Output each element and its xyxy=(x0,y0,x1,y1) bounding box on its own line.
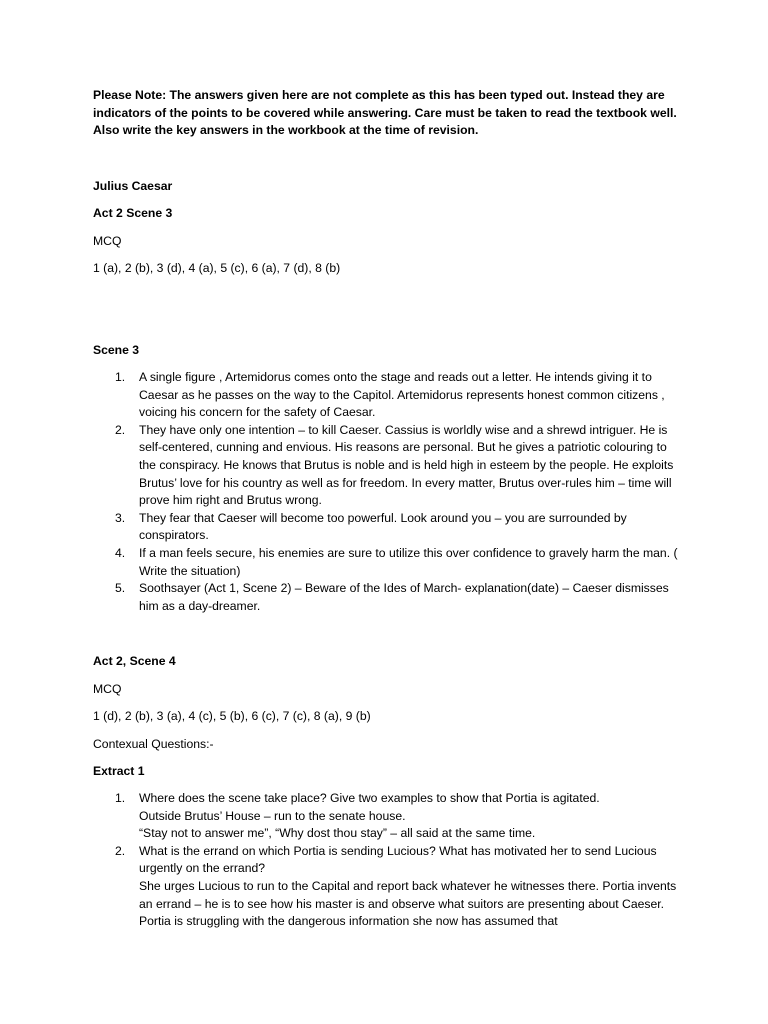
contextual-questions-label: Contexual Questions:- xyxy=(93,737,214,751)
list-item xyxy=(93,843,683,931)
act2-scene3-mcq-label: MCQ xyxy=(93,234,122,248)
act2-scene3-mcq-answers: 1 (a), 2 (b), 3 (d), 4 (a), 5 (c), 6 (a), 7 (d), 8 (b) xyxy=(93,261,341,275)
act2-scene4-mcq-answers: 1 (d), 2 (b), 3 (a), 4 (c), 5 (b), 6 (c), 7 (c), 8 (a), 9 (b) xyxy=(93,709,371,723)
answer-text: She urges Lucious to run to the Capital and report back whatever he witnesses there. Portia invents an errand – he is to see how his master is and observe what suitors are presenting about Caeser. Portia is struggling with the dangerous information she now has assumed that xyxy=(139,878,677,929)
list-item xyxy=(93,369,683,422)
list-number: 2. xyxy=(115,843,126,858)
list-item-text: If a man feels secure, his enemies are sure to utilize this over confidence to gravely harm the man. ( Write the situation) xyxy=(139,545,678,578)
scene3-answer-list xyxy=(93,369,683,615)
answer-text: Outside Brutus’ House – run to the senate house. xyxy=(139,808,406,823)
list-item-text: Soothsayer (Act 1, Scene 2) – Beware of the Ides of March- explanation(date) – Caeser dismisses him as a day-dreamer. xyxy=(139,581,669,613)
list-number: 1. xyxy=(115,370,126,384)
list-item xyxy=(93,790,683,843)
list-item xyxy=(93,545,683,580)
please-note-paragraph: Please Note: The answers given here are not complete as this has been typed out. Instead they are indicators of the points to be covered while answering. Care must be taken to read the textbook well. Also write the key answers in the workbook at the time of revision. xyxy=(93,88,677,138)
list-item xyxy=(93,510,683,545)
list-number: 3. xyxy=(115,510,126,525)
scene3-heading: Scene 3 xyxy=(93,343,140,357)
list-number: 2. xyxy=(115,422,126,437)
list-number: 4. xyxy=(115,545,126,560)
list-item xyxy=(93,422,683,510)
list-item-text: A single figure , Artemidorus comes onto the stage and reads out a letter. He intends giving it to Caesar as he passes on the way to the Capitol. Artemidorus represents honest common citizens , voicing his concern for the safety of Caesar. xyxy=(139,370,665,420)
list-number: 1. xyxy=(115,791,126,805)
act2-scene4-heading: Act 2, Scene 4 xyxy=(93,654,176,668)
answer-text: “Stay not to answer me”, “Why dost thou stay” – all said at the same time. xyxy=(139,826,536,841)
document-title: Julius Caesar xyxy=(93,179,173,193)
list-item-text: They have only one intention – to kill Caeser. Cassius is worldly wise and a shrewd intriguer. He is self-centered, cunning and envious. His reasons are personal. But he gives a patriotic colouring to the conspiracy. He knows that Brutus is noble and is held high in esteem by the people. He exploits Brutus’ love for his country as well as for freedom. In every matter, Brutus over-rules him – time will prove him right and Brutus wrong. xyxy=(139,422,674,508)
list-item-text: They fear that Caeser will become too powerful. Look around you – you are surrounded by conspirators. xyxy=(139,510,627,543)
extract1-question-list xyxy=(93,790,683,931)
list-item xyxy=(93,580,683,615)
list-number: 5. xyxy=(115,581,126,596)
act2-scene4-mcq-label: MCQ xyxy=(93,682,122,696)
question-text: What is the errand on which Portia is sending Lucious? What has motivated her to send Lucious urgently on the errand? xyxy=(139,843,657,876)
act2-scene3-heading: Act 2 Scene 3 xyxy=(93,206,173,220)
question-text: Where does the scene take place? Give two examples to show that Portia is agitated. xyxy=(139,791,600,805)
extract1-heading: Extract 1 xyxy=(93,764,145,778)
